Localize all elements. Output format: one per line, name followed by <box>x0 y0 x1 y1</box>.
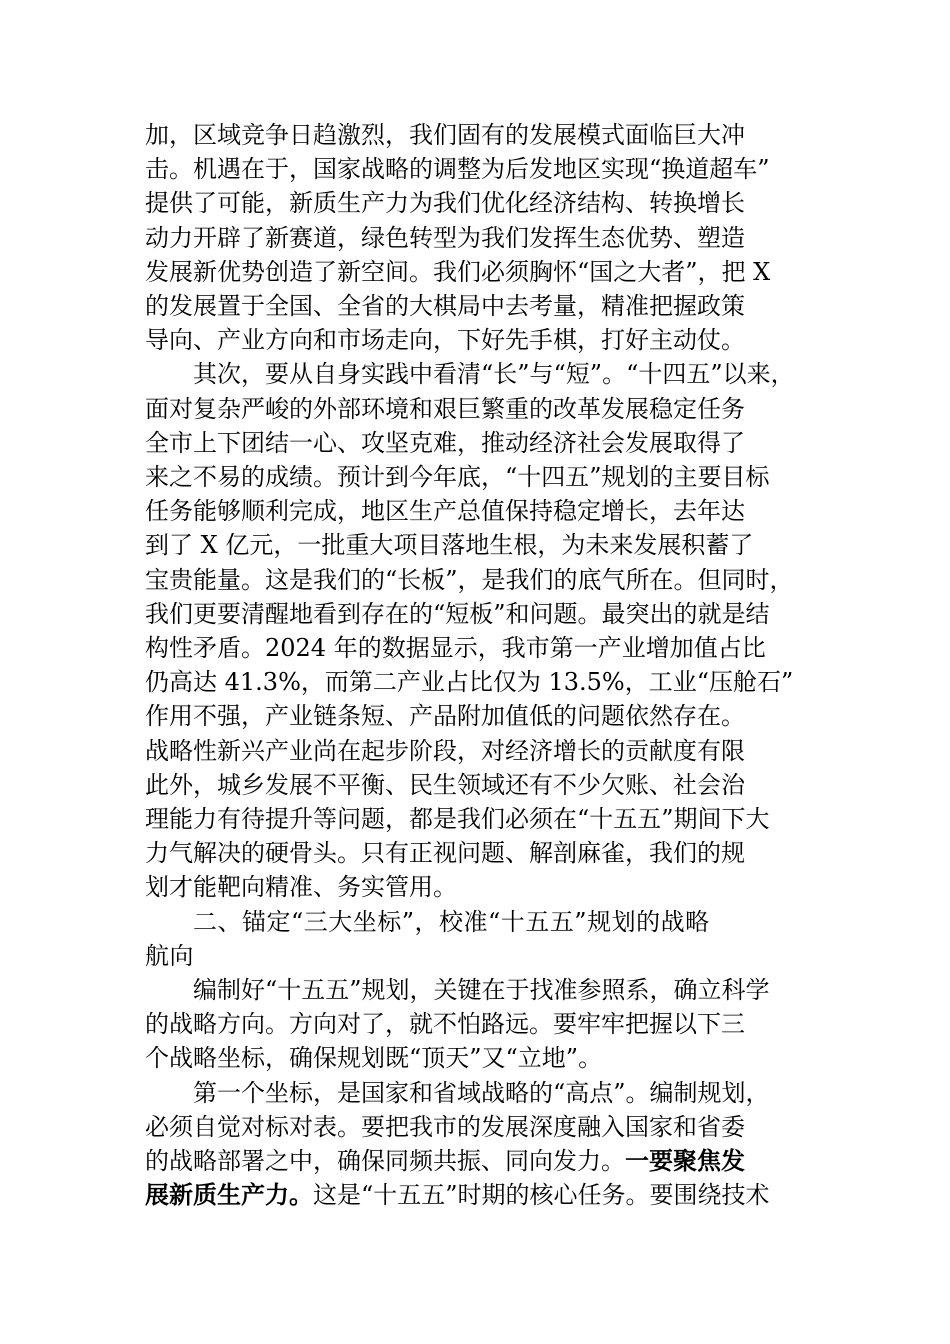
bold-emphasis: 展新质生产力。 <box>145 1180 313 1210</box>
text-segment: 这是“十五五”时期的核心任务。要围绕技术 <box>313 1181 770 1210</box>
heading-line: 航向 <box>145 941 194 970</box>
paragraph-strengths-weaknesses <box>145 357 805 904</box>
text-line <box>145 1178 805 1212</box>
text-line: 提供了可能，新质生产力为我们优化经济结构、转换增长 <box>145 189 745 218</box>
text-line: 宝贵能量。这是我们的“长板”，是我们的底气所在。但同时， <box>145 565 794 594</box>
text-line: 划才能靶向精准、务实管用。 <box>145 873 457 902</box>
text-line: 其次，要从自身实践中看清“长”与“短”。“十四五”以来， <box>193 360 795 389</box>
text-line: 来之不易的成绩。预计到今年底，“十四五”规划的主要目标 <box>145 463 770 492</box>
document-body <box>145 118 805 1213</box>
text-line <box>145 1144 805 1178</box>
text-line: 到了 X 亿元，一批重大项目落地生根，为未来发展积蓄了 <box>145 531 754 560</box>
text-line: 战略性新兴产业尚在起步阶段，对经济增长的贡献度有限 <box>145 736 745 765</box>
bold-emphasis: 一要聚焦发 <box>625 1146 745 1176</box>
text-line: 编制好“十五五”规划，关键在于找准参照系，确立科学 <box>193 976 770 1005</box>
text-line: 力气解决的硬骨头。只有正视问题、解剖麻雀，我们的规 <box>145 839 745 868</box>
text-line: 构性矛盾。2024 年的数据显示，我市第一产业增加值占比 <box>145 634 766 663</box>
text-line: 击。机遇在于，国家战略的调整为后发地区实现“换道超车” <box>145 155 770 184</box>
text-line: 导向、产业方向和市场走向，下好先手棋，打好主动仗。 <box>145 326 745 355</box>
text-line: 全市上下团结一心、攻坚克难，推动经济社会发展取得了 <box>145 428 745 457</box>
text-line: 个战略坐标，确保规划既“顶天”又“立地”。 <box>145 1044 603 1073</box>
text-segment: 的战略部署之中，确保同频共振、同向发力。 <box>145 1147 625 1176</box>
text-line: 面对复杂严峻的外部环境和艰巨繁重的改革发展稳定任务 <box>145 394 745 423</box>
paragraph-reference-frame <box>145 973 805 1076</box>
text-line: 仍高达 41.3%，而第二产业占比仅为 13.5%，工业“压舱石” <box>145 668 794 697</box>
text-line: 的战略方向。方向对了，就不怕路远。要牢牢把握以下三 <box>145 1010 745 1039</box>
text-line: 动力开辟了新赛道，绿色转型为我们发挥生态优势、塑造 <box>145 223 745 252</box>
text-line: 我们更要清醒地看到存在的“短板”和问题。最突出的就是结 <box>145 599 770 628</box>
paragraph-opportunity <box>145 118 805 357</box>
text-line: 的发展置于全国、全省的大棋局中去考量，精准把握政策 <box>145 292 745 321</box>
text-line: 理能力有待提升等问题，都是我们必须在“十五五”期间下大 <box>145 805 770 834</box>
text-line: 作用不强，产业链条短、产品附加值低的问题依然存在。 <box>145 702 745 731</box>
text-line: 第一个坐标，是国家和省域战略的“高点”。编制规划， <box>193 1078 770 1107</box>
text-line: 发展新优势创造了新空间。我们必须胸怀“国之大者”，把 X <box>145 257 771 286</box>
text-line: 任务能够顺利完成，地区生产总值保持稳定增长，去年达 <box>145 497 745 526</box>
section-heading <box>145 905 805 973</box>
text-line: 加，区域竞争日趋激烈，我们固有的发展模式面临巨大冲 <box>145 121 745 149</box>
text-line: 此外，城乡发展不平衡、民生领域还有不少欠账、社会治 <box>145 770 745 799</box>
paragraph-first-coordinate <box>145 1076 805 1213</box>
text-line: 必须自觉对标对表。要把我市的发展深度融入国家和省委 <box>145 1112 745 1141</box>
heading-line: 二、锚定“三大坐标”，校准“十五五”规划的战略 <box>193 907 710 936</box>
